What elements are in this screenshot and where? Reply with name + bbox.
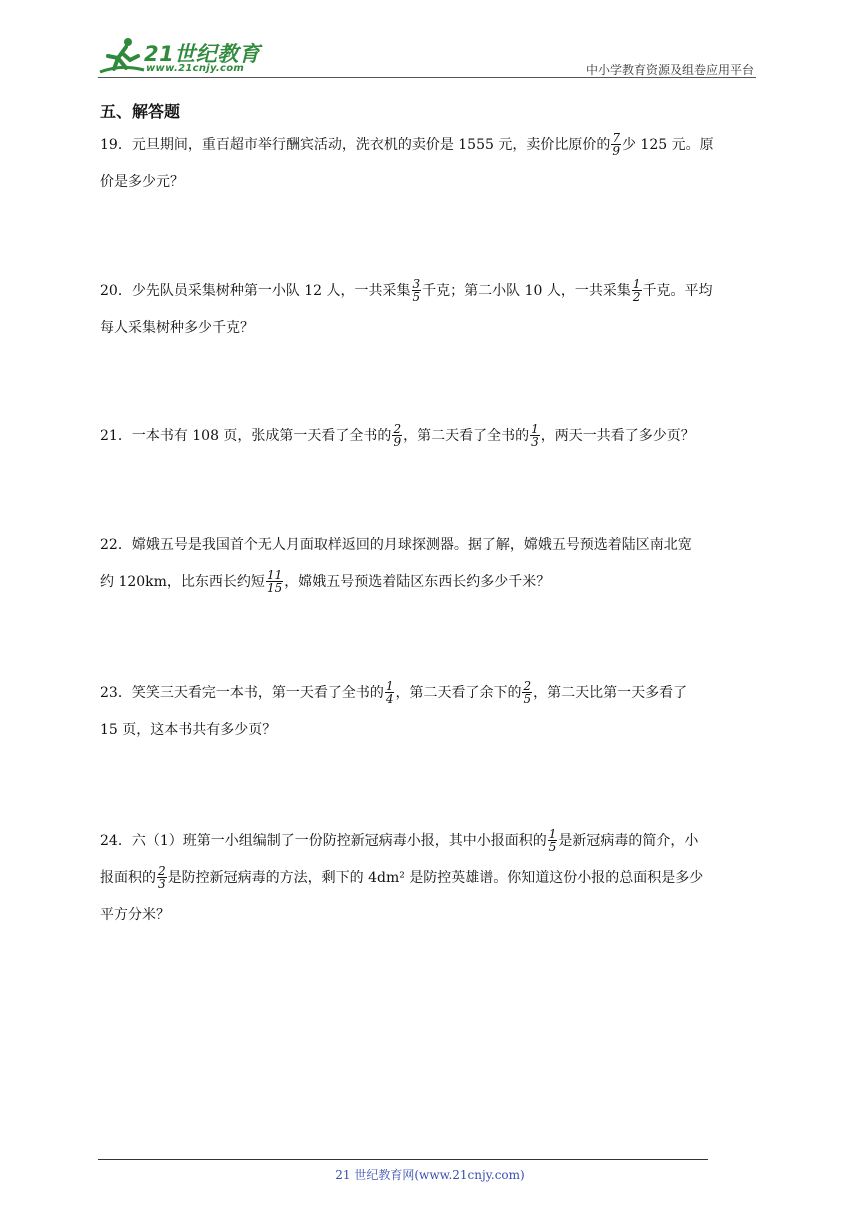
question-text: ，嫦娥五号预选着陆区东西长约多少千米？	[284, 574, 551, 590]
fraction: $\frac{11}{15}$	[266, 567, 283, 595]
question-text: 平方分米？	[100, 907, 170, 923]
question-22	[100, 527, 760, 601]
question-text: 是新冠病毒的简介，小	[558, 833, 699, 849]
fraction: $\frac{2}{9}$	[393, 421, 402, 449]
question-text: 23．笑笑三天看完一本书，第一天看了全书的	[100, 685, 384, 701]
question-20	[100, 273, 760, 347]
logo-text: 21世纪教育	[144, 42, 261, 66]
fraction: $\frac{1}{5}$	[548, 826, 557, 854]
fraction: $\frac{2}{3}$	[158, 863, 166, 891]
question-text: 22．嫦娥五号是我国首个无人月面取样返回的月球探测器。据了解，嫦娥五号预选着陆区南北宽	[100, 537, 692, 553]
question-text: 价是多少元？	[100, 174, 184, 190]
fraction: $\frac{1}{2}$	[632, 276, 641, 304]
question-text: 千克；第二小队 10 人，一共采集	[422, 283, 631, 299]
question-text: 15 页，这本书共有多少页？	[100, 722, 277, 738]
question-text: 少 125 元。原	[621, 137, 714, 153]
footer-link[interactable]: 21 世纪教育网(www.21cnjy.com)	[335, 1168, 525, 1182]
question-24	[100, 823, 760, 934]
question-text: ，第二天比第一天多看了	[533, 685, 688, 701]
question-text: 是防控新冠病毒的方法，剩下的 4dm² 是防控英雄谱。你知道这份小报的总面积是多少	[167, 870, 704, 886]
fraction: $\frac{7}{9}$	[612, 130, 620, 158]
runner-logo-icon	[98, 36, 146, 76]
fraction: $\frac{3}{5}$	[412, 276, 421, 304]
logo-url: www.21cnjy.com	[146, 63, 245, 74]
question-text: 千克。平均	[642, 283, 713, 299]
question-text: 24．六（1）班第一小组编制了一份防控新冠病毒小报，其中小报面积的	[100, 833, 547, 849]
question-text: 约 120km，比东西长约短	[100, 574, 265, 590]
question-21	[100, 418, 760, 455]
fraction: $\frac{1}{3}$	[531, 421, 539, 449]
question-19	[100, 127, 760, 201]
header-divider	[98, 77, 756, 78]
platform-tagline: 中小学教育资源及组卷应用平台	[585, 63, 754, 77]
question-text: 每人采集树种多少千克？	[100, 320, 254, 336]
page-header	[98, 34, 756, 78]
question-text: 20．少先队员采集树种第一小队 12 人，一共采集	[100, 283, 411, 299]
question-text: ，第二天看了全书的	[403, 428, 530, 444]
question-text: 报面积的	[100, 870, 156, 886]
fraction: $\frac{1}{4}$	[385, 678, 394, 706]
footer-divider	[98, 1159, 708, 1160]
question-text: 21．一本书有 108 页，张成第一天看了全书的	[100, 428, 392, 444]
site-logo	[98, 34, 268, 78]
fraction: $\frac{2}{5}$	[523, 678, 532, 706]
question-text: ，两天一共看了多少页？	[540, 428, 695, 444]
question-text: 19．元旦期间，重百超市举行酬宾活动，洗衣机的卖价是 1555 元，卖价比原价的	[100, 137, 611, 153]
question-23	[100, 675, 760, 749]
section-title: 五、解答题	[100, 102, 181, 121]
question-text: ，第二天看了余下的	[395, 685, 522, 701]
